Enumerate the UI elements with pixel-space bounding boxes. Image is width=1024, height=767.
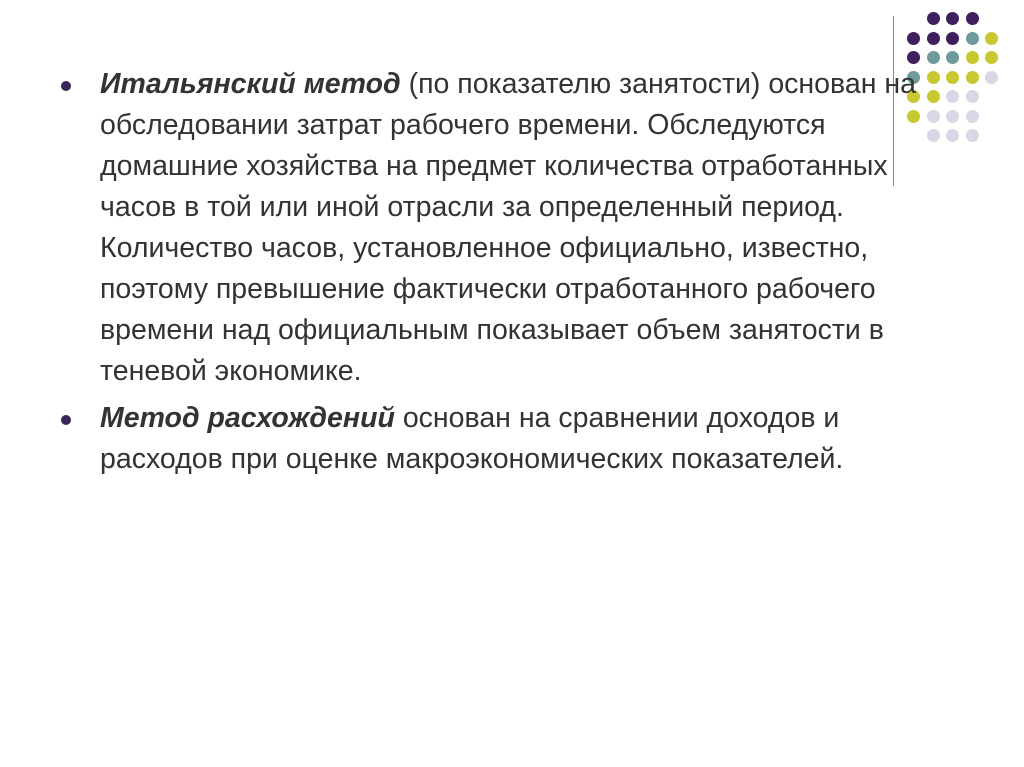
decorative-dot bbox=[966, 129, 979, 142]
decorative-dot bbox=[985, 71, 998, 84]
bullet-item-italian-method bbox=[58, 64, 938, 392]
decorative-dot bbox=[966, 51, 979, 64]
decorative-dot bbox=[966, 71, 979, 84]
slide-body bbox=[58, 64, 938, 486]
decorative-dot bbox=[927, 51, 940, 64]
decorative-dot bbox=[946, 51, 959, 64]
decorative-dot bbox=[927, 12, 940, 25]
bullet-item-discrepancy-method bbox=[58, 398, 938, 480]
decorative-dot bbox=[946, 32, 959, 45]
decorative-dot bbox=[985, 51, 998, 64]
decorative-dot bbox=[946, 90, 959, 103]
bullet-term: Метод расхождений bbox=[100, 402, 395, 434]
decorative-dot bbox=[946, 12, 959, 25]
bullet-text: основан на сравнении доходов и расходов при оценке макроэкономических показателей. bbox=[100, 402, 844, 475]
bullet-icon bbox=[61, 81, 71, 91]
decorative-dot bbox=[907, 32, 920, 45]
decorative-dot bbox=[985, 32, 998, 45]
decorative-dot bbox=[966, 110, 979, 123]
decorative-dot bbox=[946, 129, 959, 142]
decorative-dot bbox=[966, 90, 979, 103]
bullet-icon bbox=[61, 415, 71, 425]
bullet-text: (по показателю занятости) основан на обследовании затрат рабочего времени. Обследуются домашние хозяйства на предмет количества отработанных часов в той или иной отрасли за определенный период. Количество часов, установленное официально, известно, поэтому превышение фактически отработанного рабочего времени над официальным показывает объем занятости в теневой экономике. bbox=[100, 68, 916, 387]
bullet-term: Итальянский метод bbox=[100, 68, 401, 100]
decorative-dot bbox=[907, 51, 920, 64]
decorative-dot bbox=[946, 110, 959, 123]
decorative-dot bbox=[966, 12, 979, 25]
decorative-dot bbox=[966, 32, 979, 45]
decorative-dot bbox=[946, 71, 959, 84]
decorative-dot bbox=[927, 32, 940, 45]
